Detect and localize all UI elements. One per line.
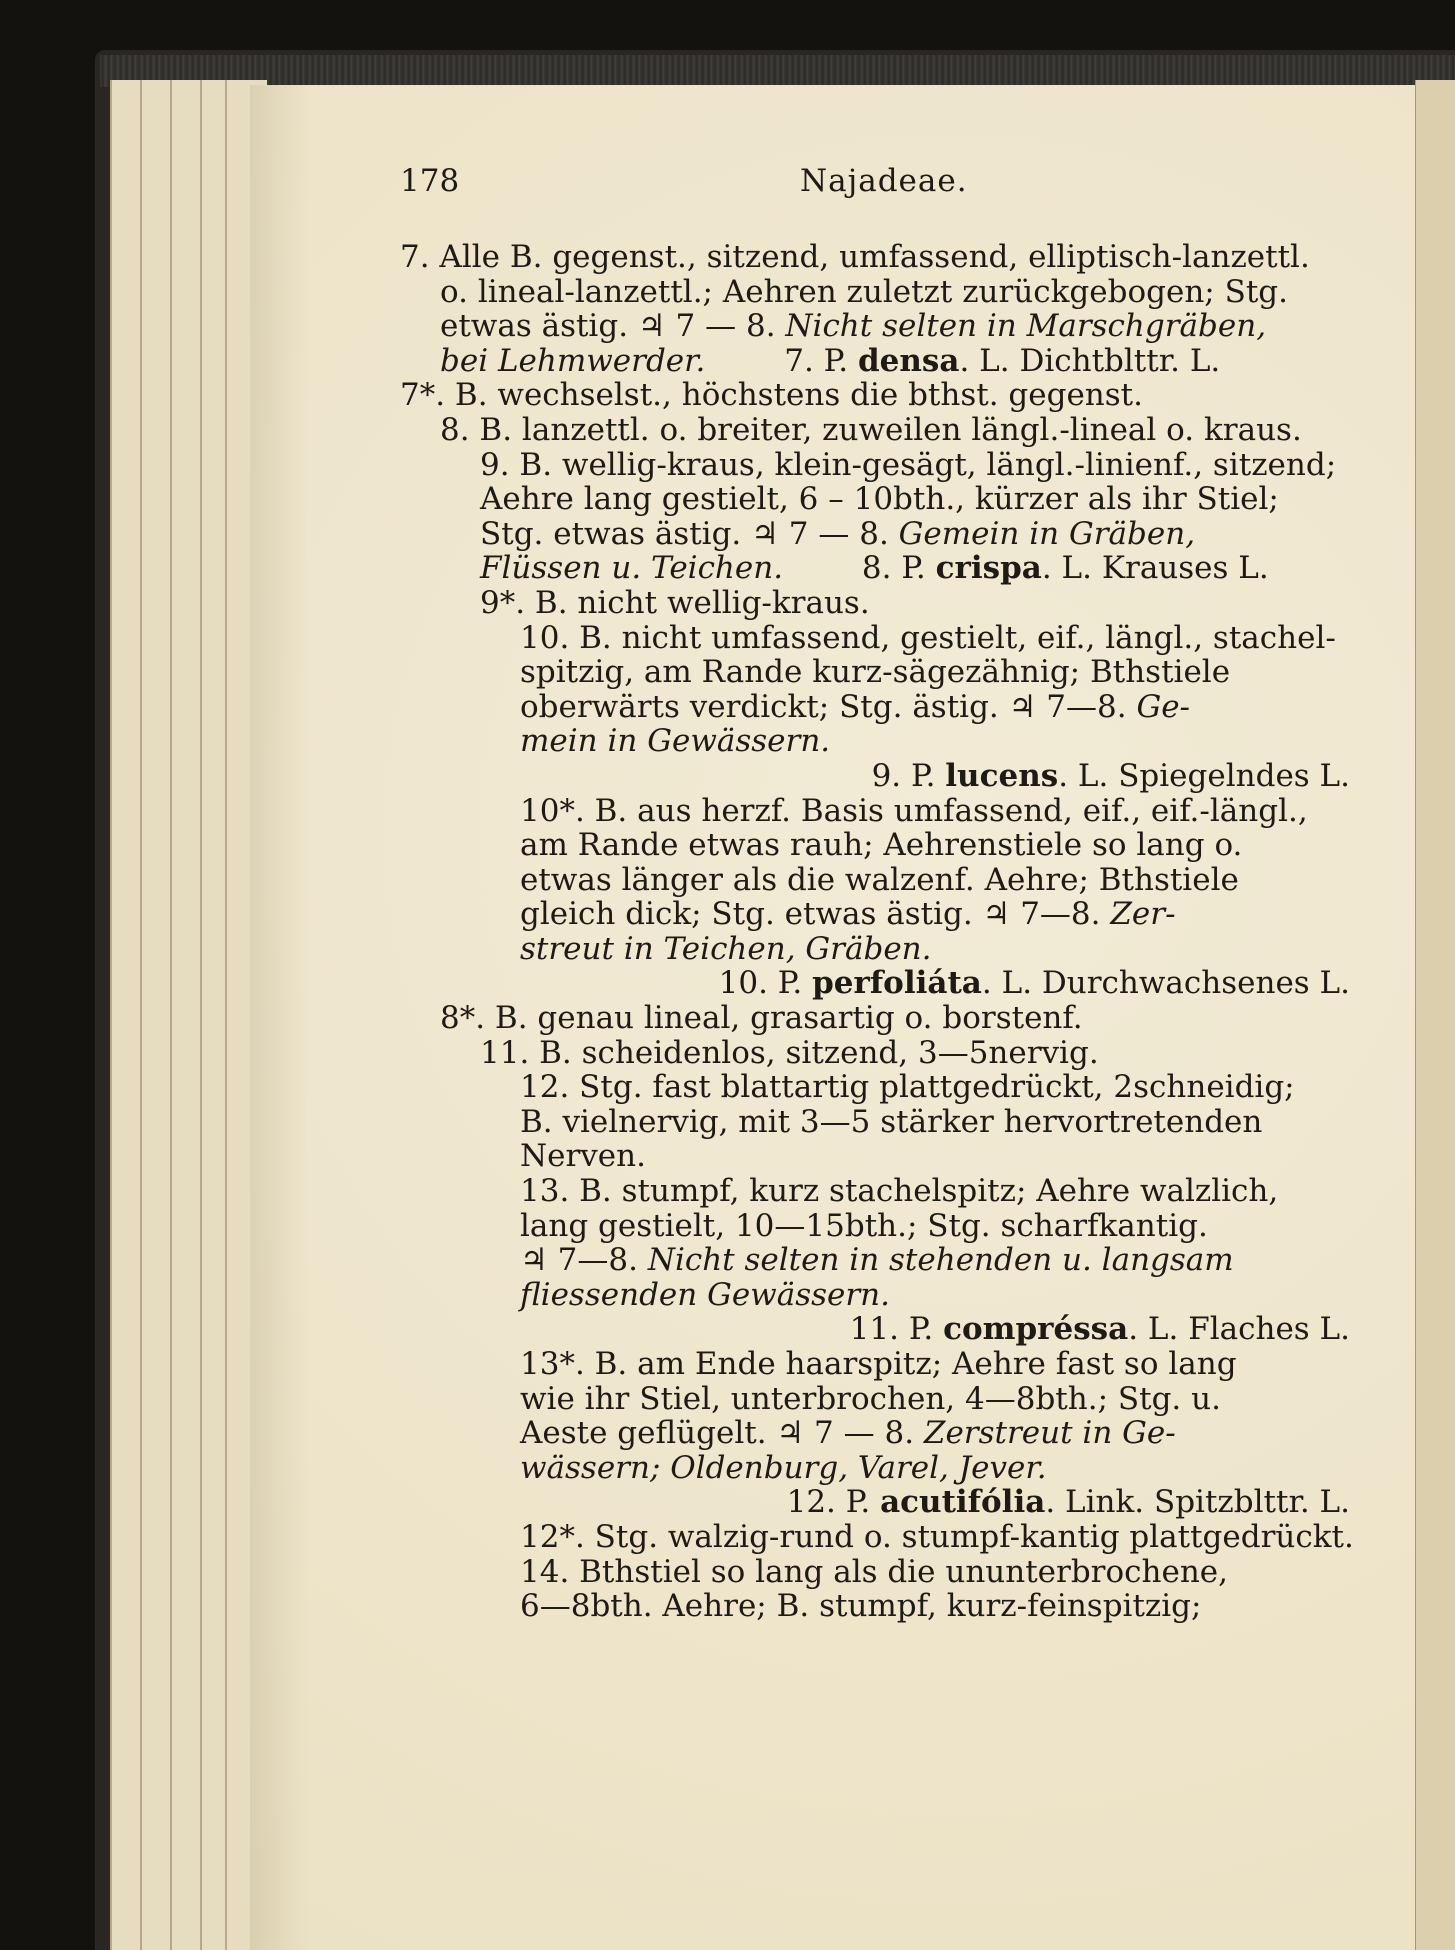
text-fragment: 9*. B. nicht wellig-kraus. (480, 584, 870, 621)
text-line (400, 1243, 1350, 1278)
text-line (400, 1589, 1350, 1624)
text-fragment: . L. Dichtblttr. L. (959, 342, 1221, 379)
text-fragment: B. vielnervig, mit 3—5 stärker hervortretenden (520, 1103, 1263, 1140)
text-fragment: . L. Krauses L. (1041, 550, 1269, 587)
text-fragment: etwas ästig. ♃ 7 — 8. (440, 308, 786, 345)
text-fragment: Aehre lang gestielt, 6 – 10bth., kürzer als ihr Stiel; (480, 481, 1279, 518)
text-fragment: 10. P. (718, 965, 813, 1002)
text-line (400, 1485, 1350, 1520)
text-line (400, 1382, 1350, 1417)
text-fragment: 12. Stg. fast blattartig plattgedrückt, 2schneidig; (520, 1069, 1295, 1106)
text-line (400, 932, 1350, 967)
text-fragment: 14. Bthstiel so lang als die ununterbrochene, (520, 1553, 1229, 1590)
text-fragment: Nicht selten in stehenden u. langsam (647, 1242, 1234, 1279)
text-fragment: wie ihr Stiel, unterbrochen, 4—8bth.; Stg. u. (520, 1380, 1221, 1417)
species-name: densa (857, 342, 960, 379)
text-fragment: Zerstreut in Ge- (923, 1415, 1176, 1452)
text-fragment: 12*. Stg. walzig-rund o. stumpf-kantig plattgedrückt. (520, 1518, 1354, 1555)
text-fragment: gleich dick; Stg. etwas ästig. ♃ 7—8. (520, 896, 1111, 933)
text-line (400, 1174, 1350, 1209)
text-fragment: wässern; Oldenburg, Varel, Jever. (520, 1449, 1047, 1486)
text-fragment: Stg. etwas ästig. ♃ 7 — 8. (480, 515, 899, 552)
text-line (400, 863, 1350, 898)
text-fragment: . L. Flaches L. (1128, 1311, 1350, 1348)
text-line (400, 1036, 1350, 1071)
running-title: Najadeae. (800, 163, 968, 199)
text-line (400, 378, 1350, 413)
text-fragment: 9. B. wellig-kraus, klein-gesägt, längl.-linienf., sitzend; (480, 446, 1337, 483)
text-line (400, 1070, 1350, 1105)
text-line (400, 448, 1350, 483)
text-fragment: oberwärts verdickt; Stg. ästig. ♃ 7—8. (520, 688, 1137, 725)
book-spine-edge (100, 55, 1455, 87)
species-name: acutifólia (880, 1484, 1046, 1521)
text-line (400, 413, 1350, 448)
text-fragment: 11. B. scheidenlos, sitzend, 3—5nervig. (480, 1034, 1099, 1071)
text-fragment: 12. P. (786, 1484, 881, 1521)
text-line (400, 724, 1350, 759)
text-line (400, 794, 1350, 829)
species-name: lucens (945, 757, 1059, 794)
text-fragment: 11. P. (849, 1311, 944, 1348)
text-fragment: 8*. B. genau lineal, grasartig o. borstenf. (440, 1000, 1083, 1037)
text-line (400, 655, 1350, 690)
text-fragment: Nerven. (520, 1138, 646, 1175)
facing-page-edge (1415, 80, 1455, 1950)
text-line (400, 551, 1350, 586)
text-fragment: 7*. B. wechselst., höchstens die bthst. gegenst. (400, 377, 1143, 414)
text-fragment: 13. B. stumpf, kurz stachelspitz; Aehre walzlich, (520, 1173, 1279, 1210)
text-line (400, 1209, 1350, 1244)
text-fragment: Zer- (1110, 896, 1176, 933)
text-line (400, 1451, 1350, 1486)
text-fragment: Gemein in Gräben, (898, 515, 1196, 552)
text-fragment: streut in Teichen, Gräben. (520, 930, 932, 967)
text-line (400, 1139, 1350, 1174)
text-fragment: am Rande etwas rauh; Aehrenstiele so lang o. (520, 827, 1243, 864)
text-line (400, 517, 1350, 552)
text-line (400, 828, 1350, 863)
text-fragment: 10. B. nicht umfassend, gestielt, eif., längl., stachel- (520, 619, 1336, 656)
text-line (400, 1001, 1350, 1036)
text-fragment: Nicht selten in Marschgräben, (785, 308, 1267, 345)
text-fragment: 8. B. lanzettl. o. breiter, zuweilen längl.-lineal o. kraus. (440, 411, 1302, 448)
page-number: 178 (400, 163, 460, 199)
text-line (400, 897, 1350, 932)
text-fragment: ♃ 7—8. (520, 1242, 648, 1279)
text-line (400, 1555, 1350, 1590)
text-fragment: . L. Spiegelndes L. (1058, 757, 1350, 794)
text-line (400, 621, 1350, 656)
text-fragment: . Link. Spitzblttr. L. (1045, 1484, 1350, 1521)
text-line (400, 759, 1350, 794)
text-fragment: lang gestielt, 10—15bth.; Stg. scharfkantig. (520, 1207, 1208, 1244)
species-name: crispa (935, 550, 1042, 587)
page-body-text (400, 239, 1354, 1625)
text-fragment: Flüssen u. Teichen. (480, 550, 784, 587)
text-fragment: 7. P. (705, 342, 858, 379)
text-fragment: 13*. B. am Ende haarspitz; Aehre fast so lang (520, 1346, 1237, 1382)
text-fragment: 9. P. (871, 757, 946, 794)
text-line (400, 482, 1350, 517)
text-line (400, 275, 1350, 310)
text-line (400, 344, 1350, 379)
text-line (400, 309, 1350, 344)
text-line (400, 586, 1350, 621)
species-name: compréssa (943, 1311, 1129, 1348)
text-line (400, 966, 1350, 1001)
text-fragment: 7. Alle B. gegenst., sitzend, umfassend, elliptisch-lanzettl. (400, 239, 1310, 275)
species-name: perfoliáta (812, 965, 982, 1002)
text-line (400, 1312, 1350, 1347)
text-fragment: 6—8bth. Aehre; B. stumpf, kurz-feinspitzig; (520, 1588, 1202, 1625)
text-fragment: 10*. B. aus herzf. Basis umfassend, eif., eif.-längl., (520, 792, 1308, 829)
text-fragment: mein in Gewässern. (520, 723, 831, 760)
text-line (400, 1518, 1354, 1555)
text-line (400, 1347, 1350, 1382)
text-line (400, 1278, 1350, 1313)
text-fragment: o. lineal-lanzettl.; Aehren zuletzt zurückgebogen; Stg. (440, 273, 1288, 310)
text-fragment: Aeste geflügelt. ♃ 7 — 8. (520, 1415, 924, 1452)
text-fragment: fliessenden Gewässern. (520, 1276, 891, 1313)
text-fragment: Ge- (1136, 688, 1191, 725)
text-line (400, 1416, 1350, 1451)
text-line (400, 240, 1350, 275)
text-line (400, 1105, 1350, 1140)
text-fragment: bei Lehmwerder. (440, 342, 706, 379)
text-fragment: . L. Durchwachsenes L. (981, 965, 1350, 1002)
text-fragment: etwas länger als die walzenf. Aehre; Bthstiele (520, 861, 1239, 898)
text-fragment: 8. P. (783, 550, 936, 587)
text-line (400, 690, 1350, 725)
text-fragment: spitzig, am Rande kurz-sägezähnig; Bthstiele (520, 654, 1231, 691)
